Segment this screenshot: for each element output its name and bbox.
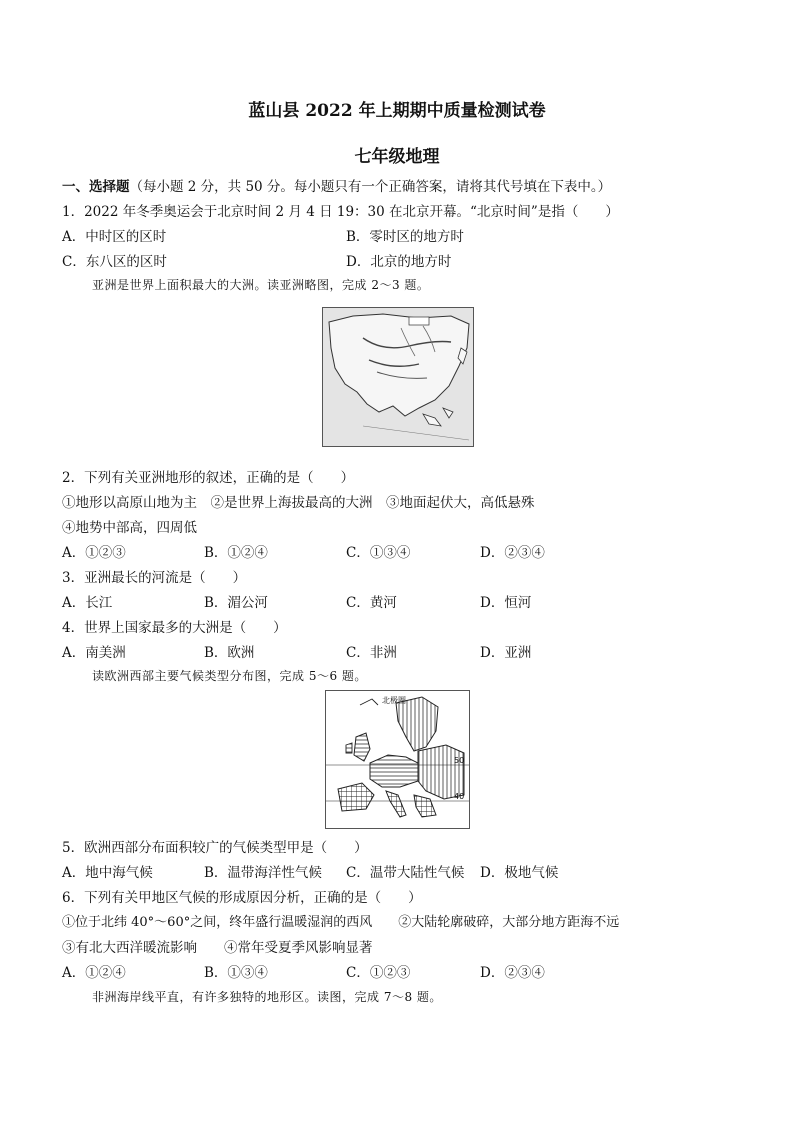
q6-option-a: A．①②④ [62,965,126,981]
q2-statements-1: ①地形以高原山地为主 ②是世界上海拔最高的大洲 ③地面起伏大，高低悬殊 [62,495,535,511]
q4-option-b: B．欧洲 [204,645,255,661]
q4-option-d: D．亚洲 [480,645,532,661]
q1-option-b: B．零时区的地方时 [346,229,464,245]
asia-map-figure [322,307,474,447]
section-heading [62,175,611,195]
q6-statements-1: ①位于北纬 40°～60°之间，终年盛行温暖湿润的西风 ②大陆轮廓破碎，大部分地方距海不远 [62,915,620,930]
q1-option-d: D．北京的地方时 [346,254,452,270]
page-subtitle: 七年级地理 [354,147,440,167]
q2-statements-2: ④地势中部高，四周低 [62,520,197,536]
latitude-50-label: 50 [454,756,465,765]
section-instruction: （每小题 2 分，共 50 分。每小题只有一个正确答案，请将其代号填在下表中。） [129,179,612,195]
q5-option-d: D．极地气候 [480,865,559,881]
q3-option-d: D．恒河 [480,595,532,611]
q6-option-b: B．①③④ [204,965,268,981]
intro-asia: 亚洲是世界上面积最大的大洲。读亚洲略图，完成 2～3 题。 [92,278,430,292]
intro-africa: 非洲海岸线平直，有许多独特的地形区。读图，完成 7～8 题。 [92,990,442,1004]
europe-map-figure [325,690,470,829]
intro-europe: 读欧洲西部主要气候类型分布图，完成 5～6 题。 [92,669,367,683]
q5-option-c: C．温带大陆性气候 [346,865,465,881]
q3-option-a: A．长江 [62,595,113,611]
q3-stem: 3．亚洲最长的河流是（ ） [62,570,247,586]
q2-option-a: A．①②③ [62,545,126,561]
q2-option-c: C．①③④ [346,545,411,561]
q2-option-b: B．①②④ [204,545,268,561]
q6-option-c: C．①②③ [346,965,411,981]
q3-option-c: C．黄河 [346,595,397,611]
q4-option-c: C．非洲 [346,645,397,661]
q5-stem: 5．欧洲西部分布面积较广的气候类型甲是（ ） [62,840,368,856]
q5-option-b: B．温带海洋性气候 [204,865,322,881]
asia-map-image [323,308,473,446]
q4-option-a: A．南美洲 [62,645,126,661]
q4-stem: 4．世界上国家最多的大洲是（ ） [62,620,287,636]
q1-option-c: C．东八区的区时 [62,254,167,270]
europe-map-image [326,691,469,828]
q5-option-a: A．地中海气候 [62,865,153,881]
page-title: 蓝山县 2022 年上期期中质量检测试卷 [248,101,546,121]
q6-option-d: D．②③④ [480,965,545,981]
q1-option-a: A．中时区的区时 [62,229,167,245]
q1-stem: 1．2022 年冬季奥运会于北京时间 2 月 4 日 19：30 在北京开幕。“北京时间”是指（ ） [62,204,619,220]
arctic-circle-label: 北极圈 [382,696,406,705]
q6-stem: 6．下列有关甲地区气候的形成原因分析，正确的是（ ） [62,890,422,906]
q6-statements-2: ③有北大西洋暖流影响 ④常年受夏季风影响显著 [62,940,373,956]
q3-option-b: B．湄公河 [204,595,268,611]
latitude-40-label: 40 [454,792,465,801]
q2-stem: 2．下列有关亚洲地形的叙述，正确的是（ ） [62,470,355,486]
section-label: 一、选择题 [62,179,130,195]
q2-option-d: D．②③④ [480,545,545,561]
